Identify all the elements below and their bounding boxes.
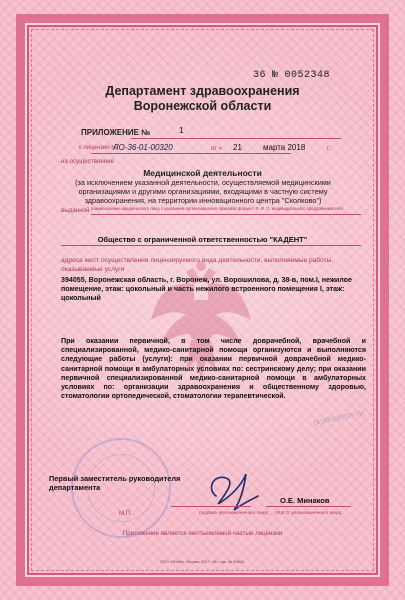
signature-caption: (подпись уполномоченного лица)	[199, 510, 269, 515]
signature-underline	[171, 506, 251, 507]
activity-note: (за исключением указанной деятельности, осуществляемой медицинскими организациями и другими организациями, входящими в частную систему здравоохранения, на территории инновационного центра "Сколково")	[75, 178, 331, 205]
license-year-suffix: г.	[327, 146, 331, 152]
license-date-label: от «	[211, 146, 222, 152]
license-number-label: к лицензии №	[79, 145, 118, 151]
issued-note: (наименование юридического лица с указанием организационно-правовой формы / Ф. И. О. индивидуального предпринимателя)	[91, 206, 343, 211]
name-caption: (Ф.И.О. уполномоченного лица)	[275, 510, 342, 515]
form-series: 36	[253, 70, 267, 81]
number-sign: №	[272, 70, 279, 81]
issued-label: выданной	[61, 207, 90, 214]
license-number: ЛО-36-01-00320	[113, 143, 173, 152]
department-title-line2: Воронежской области	[133, 99, 272, 113]
issued-underline	[91, 214, 361, 215]
signatory-position: Первый заместитель руководителя департамента	[49, 474, 181, 492]
services-text: При оказании первичной, в том числе доврачебной, врачебной и специализированной, медико-санитарной помощи организуются и выполняются следующие работы (услуги): при оказании первичной доврачебной медико-санитарной помощи в амбулаторных условиях по: сестринскому делу; при оказании первичной специализированной медико-санитарной помощи в амбулаторных условиях по: организации здравоохранения и общественному здоровью, стоматологии ортопедической, стоматологии терапевтической.	[61, 337, 366, 401]
department-title-line1: Департамент здравоохранения	[105, 84, 300, 98]
signatory-name: О.Е. Минаков	[280, 496, 330, 505]
license-day: 21	[233, 143, 242, 152]
appendix-label: ПРИЛОЖЕНИЕ №	[81, 128, 151, 137]
printer-info: ООО «ЗНАК», Москва, 2017, «Б», зак. № 59804.	[160, 560, 245, 564]
form-number: 0052348	[284, 70, 331, 81]
license-underline	[91, 153, 291, 154]
appendix-underline	[131, 138, 341, 139]
appendix-footer-note: Приложение является неотъемлемой частью лицензии	[122, 530, 283, 537]
name-underline	[266, 506, 351, 507]
seal-place-label: М.П.	[119, 511, 132, 517]
handwritten-signature	[196, 466, 269, 516]
appendix-number: 1	[179, 125, 184, 135]
company-underline	[61, 245, 361, 246]
site-watermark: prodoctorov.ru	[312, 407, 365, 428]
license-month-year: марта 2018	[263, 143, 306, 152]
form-registration-number	[253, 70, 336, 81]
document-sheet	[31, 30, 374, 570]
address-text: 394055, Воронежская область, г. Воронеж, ул. Ворошилова, д. 38-в, пом.I, нежилое помещение, этаж: цокольный и часть нежилого встроенного помещения I, этаж: цокольный	[61, 276, 352, 302]
company-name: Общество с ограниченной ответственностью "КАДЕНТ"	[97, 235, 308, 244]
activity-title: Медицинской деятельности	[143, 168, 262, 178]
activity-label: на осуществление	[61, 158, 115, 165]
address-label: адреса мест осуществления лицензируемого вида деятельности, выполняемые работы, оказываемые услуги	[61, 257, 334, 273]
